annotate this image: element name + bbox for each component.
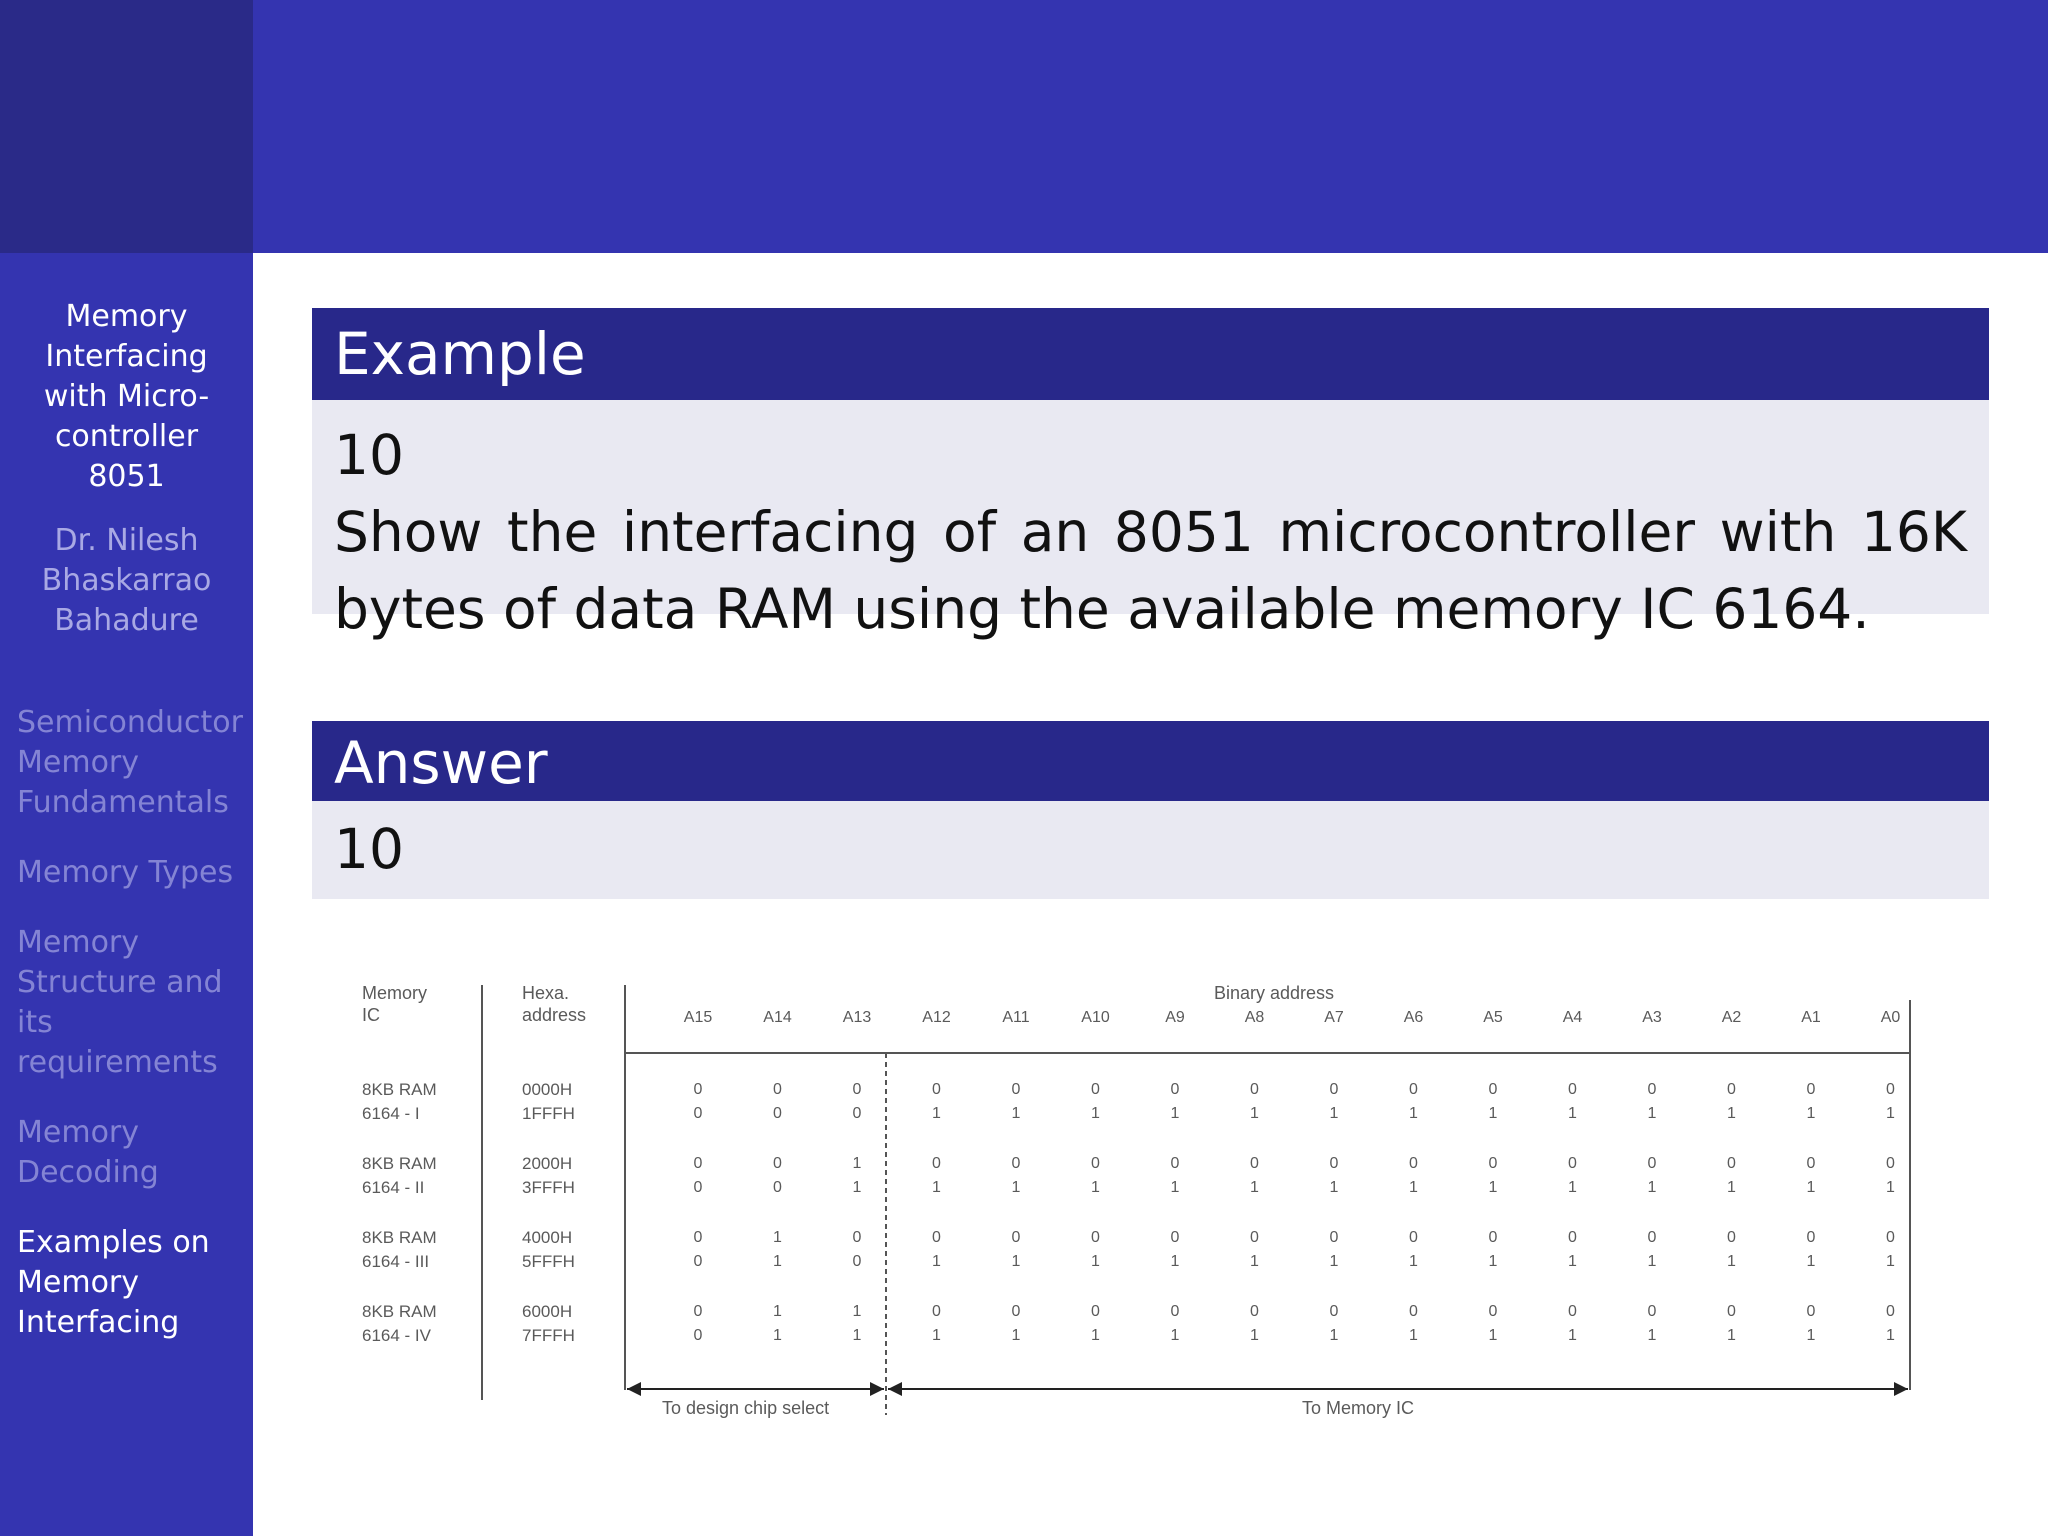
bit-cell: 0 <box>1170 1081 1180 1098</box>
bit-cell: 0 <box>693 1303 703 1320</box>
bit-cell: 1 <box>773 1229 782 1246</box>
bit-cell: 1 <box>1170 1179 1180 1196</box>
header-line: address <box>522 1005 587 1025</box>
bit-cell: 0 <box>1568 1229 1577 1246</box>
bit-cell: 1 <box>1488 1179 1498 1196</box>
bit-cell: 0 <box>1886 1155 1895 1172</box>
bit-cell: 1 <box>932 1179 941 1196</box>
bit-cell: 0 <box>1488 1303 1498 1320</box>
bit-cell: 0 <box>1647 1303 1657 1320</box>
bit-cell: 0 <box>852 1081 862 1098</box>
bit-cell: 0 <box>1329 1229 1339 1246</box>
bit-cell: 1 <box>1091 1105 1100 1122</box>
bit-cell: 0 <box>1806 1155 1816 1172</box>
bit-cell: 1 <box>1647 1253 1657 1270</box>
hex-line: 4000H <box>522 1228 573 1247</box>
bit-cell: 0 <box>1170 1229 1180 1246</box>
bit-cell: 0 <box>1091 1155 1100 1172</box>
nav-item-memory-decoding[interactable]: Memory Decoding <box>17 1115 159 1190</box>
bit-cell: 0 <box>1409 1303 1418 1320</box>
bit-cell: 1 <box>1727 1327 1736 1344</box>
bit-cell: 1 <box>1806 1253 1816 1270</box>
bit-cell: 0 <box>1091 1081 1100 1098</box>
bit-header-a6: A6 <box>1403 1009 1424 1026</box>
presentation-title[interactable] <box>0 297 253 497</box>
bit-cell: 1 <box>1170 1327 1180 1344</box>
bit-cell: 0 <box>932 1155 941 1172</box>
bit-cell: 0 <box>932 1081 941 1098</box>
bit-cell: 1 <box>1806 1179 1816 1196</box>
answer-heading: Answer <box>312 721 1989 801</box>
bit-cell: 1 <box>1091 1179 1100 1196</box>
chip-select-label: To design chip select <box>662 1398 830 1418</box>
bit-header-a14: A14 <box>763 1009 792 1026</box>
bit-cell: 1 <box>1011 1327 1021 1344</box>
bit-cell: 1 <box>1170 1105 1180 1122</box>
title-line: Interfacing <box>45 339 208 374</box>
bit-cell: 1 <box>1409 1179 1418 1196</box>
row-hex-address <box>522 1300 575 1348</box>
bit-cell: 0 <box>1170 1155 1180 1172</box>
row-hex-address <box>522 1226 575 1274</box>
col-header-hex-address <box>522 982 586 1026</box>
example-heading: Example <box>312 308 1989 400</box>
bit-cell: 1 <box>852 1303 862 1320</box>
bit-header-a10: A10 <box>1081 1009 1110 1026</box>
bit-cell: 1 <box>1409 1253 1418 1270</box>
row-ic-label <box>362 1300 437 1348</box>
bit-cell: 1 <box>1886 1179 1895 1196</box>
row-ic-label <box>362 1078 437 1126</box>
bit-cell: 0 <box>1409 1081 1418 1098</box>
bit-cell: 1 <box>1806 1105 1816 1122</box>
bit-cell: 1 <box>1011 1179 1021 1196</box>
example-body <box>312 400 1989 641</box>
bit-cell: 0 <box>1329 1155 1339 1172</box>
bit-cell: 0 <box>1170 1303 1180 1320</box>
bit-cell: 1 <box>1488 1105 1498 1122</box>
nav-item-memory-types[interactable]: Memory Types <box>17 855 234 890</box>
bit-cell: 1 <box>1727 1253 1736 1270</box>
bit-cell: 1 <box>1011 1253 1021 1270</box>
bit-cell: 0 <box>1886 1081 1895 1098</box>
bit-cell: 0 <box>1409 1229 1418 1246</box>
bit-cell: 0 <box>1727 1155 1736 1172</box>
bit-cell: 1 <box>1250 1253 1259 1270</box>
hex-line: 7FFFH <box>522 1326 575 1345</box>
hex-line: 2000H <box>522 1154 573 1173</box>
ic-line: 8KB RAM <box>362 1154 437 1173</box>
hex-line: 0000H <box>522 1080 573 1099</box>
sidebar <box>0 253 253 1536</box>
bit-cell: 1 <box>1727 1105 1736 1122</box>
bit-cell: 0 <box>1727 1229 1736 1246</box>
bit-header-a5: A5 <box>1483 1009 1503 1026</box>
bit-cell: 0 <box>1568 1081 1577 1098</box>
bit-cell: 0 <box>1806 1229 1816 1246</box>
bit-cell: 1 <box>1886 1327 1895 1344</box>
bit-cell: 1 <box>1727 1179 1736 1196</box>
bit-cell: 0 <box>773 1081 782 1098</box>
author-line: Bhaskarrao <box>41 563 212 598</box>
bit-cell: 0 <box>1409 1155 1418 1172</box>
ic-line: 6164 - IV <box>362 1326 431 1345</box>
title-line: Memory <box>65 299 188 334</box>
answer-body <box>312 801 1989 899</box>
hex-line: 3FFFH <box>522 1178 575 1197</box>
nav-item-memory-structure[interactable]: Memory Structure and its requirements <box>17 925 223 1080</box>
ic-line: 8KB RAM <box>362 1080 437 1099</box>
bit-cell: 0 <box>1568 1155 1577 1172</box>
bit-cell: 0 <box>1488 1081 1498 1098</box>
bit-header-a9: A9 <box>1165 1009 1185 1026</box>
bit-header-a1: A1 <box>1801 1009 1821 1026</box>
header-left-block <box>0 0 253 253</box>
bit-cell: 1 <box>1250 1105 1259 1122</box>
bit-cell: 1 <box>1886 1253 1895 1270</box>
nav-item-examples-memory-interfacing[interactable]: Examples on Memory Interfacing <box>17 1225 210 1340</box>
bit-header-a2: A2 <box>1721 1009 1742 1026</box>
answer-number: 10 <box>334 817 404 881</box>
bit-cell: 0 <box>1488 1155 1498 1172</box>
bit-cell: 0 <box>693 1327 703 1344</box>
bit-cell: 0 <box>1011 1155 1021 1172</box>
binary-address-header: Binary address <box>1214 983 1335 1003</box>
bit-cell: 1 <box>1488 1253 1498 1270</box>
header-line: Hexa. <box>522 983 570 1003</box>
bit-cell: 1 <box>852 1155 862 1172</box>
bit-cell: 0 <box>693 1229 703 1246</box>
title-line: controller <box>54 419 199 454</box>
ic-line: 6164 - I <box>362 1104 420 1123</box>
bit-cell: 1 <box>1329 1253 1339 1270</box>
answer-block <box>312 721 1989 899</box>
bit-cell: 0 <box>1091 1229 1100 1246</box>
bit-cell: 1 <box>932 1253 941 1270</box>
presentation-author[interactable] <box>0 521 253 641</box>
bit-cell: 0 <box>1250 1155 1259 1172</box>
bit-cell: 1 <box>1568 1253 1577 1270</box>
bit-cell: 0 <box>773 1179 782 1196</box>
bit-cell: 0 <box>1329 1303 1339 1320</box>
bit-cell: 0 <box>932 1229 941 1246</box>
bit-cell: 0 <box>693 1105 703 1122</box>
bit-cell: 0 <box>852 1105 862 1122</box>
bit-cell: 0 <box>1011 1303 1021 1320</box>
bit-header-a12: A12 <box>922 1009 951 1026</box>
bit-cell: 0 <box>852 1229 862 1246</box>
bit-cell: 1 <box>1091 1327 1100 1344</box>
bit-cell: 1 <box>852 1179 862 1196</box>
bit-cell: 0 <box>1250 1081 1259 1098</box>
header-bar <box>253 0 2048 253</box>
bit-cell: 1 <box>932 1327 941 1344</box>
bit-cell: 0 <box>773 1155 782 1172</box>
bit-header-a3: A3 <box>1642 1009 1662 1026</box>
example-block <box>312 308 1989 641</box>
bit-cell: 1 <box>773 1253 782 1270</box>
memory-ic-label: To Memory IC <box>1302 1398 1415 1418</box>
bit-cell: 0 <box>1647 1081 1657 1098</box>
bit-cell: 0 <box>693 1253 703 1270</box>
bit-cell: 0 <box>1011 1229 1021 1246</box>
ic-line: 8KB RAM <box>362 1228 437 1247</box>
bit-cell: 0 <box>1488 1229 1498 1246</box>
bit-cell: 1 <box>1329 1179 1339 1196</box>
row-hex-address <box>522 1152 575 1200</box>
bit-cell: 0 <box>1250 1303 1259 1320</box>
bit-cell: 1 <box>1250 1327 1259 1344</box>
bit-cell: 0 <box>1250 1229 1259 1246</box>
title-line: 8051 <box>88 459 165 494</box>
bit-header-a15: A15 <box>683 1009 713 1026</box>
ic-line: 8KB RAM <box>362 1302 437 1321</box>
bit-cell: 0 <box>693 1081 703 1098</box>
hex-line: 5FFFH <box>522 1252 575 1271</box>
author-line: Bahadure <box>54 603 199 638</box>
bit-cell: 1 <box>773 1303 782 1320</box>
bit-cell: 1 <box>1568 1327 1577 1344</box>
bit-header-a7: A7 <box>1324 1009 1344 1026</box>
ic-line: 6164 - III <box>362 1252 430 1271</box>
bit-cell: 1 <box>1647 1179 1657 1196</box>
table-lines <box>352 970 1922 1440</box>
row-ic-label <box>362 1226 437 1274</box>
bit-cell: 0 <box>1011 1081 1021 1098</box>
hex-line: 6000H <box>522 1302 573 1321</box>
bit-cell: 1 <box>852 1327 862 1344</box>
bit-cell: 1 <box>1568 1179 1577 1196</box>
ic-line: 6164 - II <box>362 1178 425 1197</box>
bit-cell: 1 <box>1488 1327 1498 1344</box>
bit-cell: 0 <box>693 1179 703 1196</box>
bit-header-a0: A0 <box>1880 1009 1901 1026</box>
row-hex-address <box>522 1078 575 1126</box>
title-line: with Micro- <box>43 379 210 414</box>
bit-cell: 1 <box>1329 1327 1339 1344</box>
bit-cell: 1 <box>773 1327 782 1344</box>
bit-cell: 0 <box>1886 1229 1895 1246</box>
bit-cell: 0 <box>1727 1081 1736 1098</box>
bit-cell: 0 <box>1806 1081 1816 1098</box>
bit-cell: 0 <box>1727 1303 1736 1320</box>
bit-header-a8: A8 <box>1244 1009 1265 1026</box>
bit-cell: 0 <box>932 1303 941 1320</box>
nav-item-semiconductor-memory-fundamentals[interactable]: Semiconductor Memory Fundamentals <box>17 705 243 820</box>
bit-cell: 1 <box>1250 1179 1259 1196</box>
bit-cell: 1 <box>1568 1105 1577 1122</box>
bit-cell: 1 <box>1170 1253 1180 1270</box>
bit-cell: 0 <box>693 1155 703 1172</box>
col-header-memory-ic <box>362 982 427 1026</box>
header-line: Memory <box>362 983 428 1003</box>
memory-map-table <box>352 970 1922 1440</box>
bit-cell: 1 <box>1091 1253 1100 1270</box>
bit-cell: 0 <box>1647 1229 1657 1246</box>
bit-cell: 1 <box>1409 1327 1418 1344</box>
bit-cell: 1 <box>1409 1105 1418 1122</box>
section-nav <box>17 703 253 1373</box>
bit-cell: 0 <box>1806 1303 1816 1320</box>
bit-cell: 0 <box>1568 1303 1577 1320</box>
bit-header-a13: A13 <box>842 1009 872 1026</box>
hex-line: 1FFFH <box>522 1104 575 1123</box>
bit-cell: 0 <box>1329 1081 1339 1098</box>
bit-cell: 1 <box>1886 1105 1895 1122</box>
bit-cell: 1 <box>1329 1105 1339 1122</box>
bit-header-a4: A4 <box>1562 1009 1583 1026</box>
bit-cell: 0 <box>773 1105 782 1122</box>
bit-cell: 1 <box>1011 1105 1021 1122</box>
bit-cell: 0 <box>852 1253 862 1270</box>
author-line: Dr. Nilesh <box>54 523 199 558</box>
bit-cell: 1 <box>1806 1327 1816 1344</box>
bit-cell: 0 <box>1091 1303 1100 1320</box>
bit-cell: 0 <box>1647 1155 1657 1172</box>
row-ic-label <box>362 1152 437 1200</box>
bit-cell: 0 <box>1886 1303 1895 1320</box>
bit-cell: 1 <box>1647 1105 1657 1122</box>
bit-cell: 1 <box>932 1105 941 1122</box>
bit-cell: 1 <box>1647 1327 1657 1344</box>
example-number: 10 <box>334 423 404 487</box>
example-text: Show the interfacing of an 8051 microcontroller with 16K bytes of data RAM using the available memory IC 6164. <box>334 500 1967 641</box>
header-line: IC <box>362 1005 380 1025</box>
bit-header-a11: A11 <box>1002 1009 1030 1026</box>
